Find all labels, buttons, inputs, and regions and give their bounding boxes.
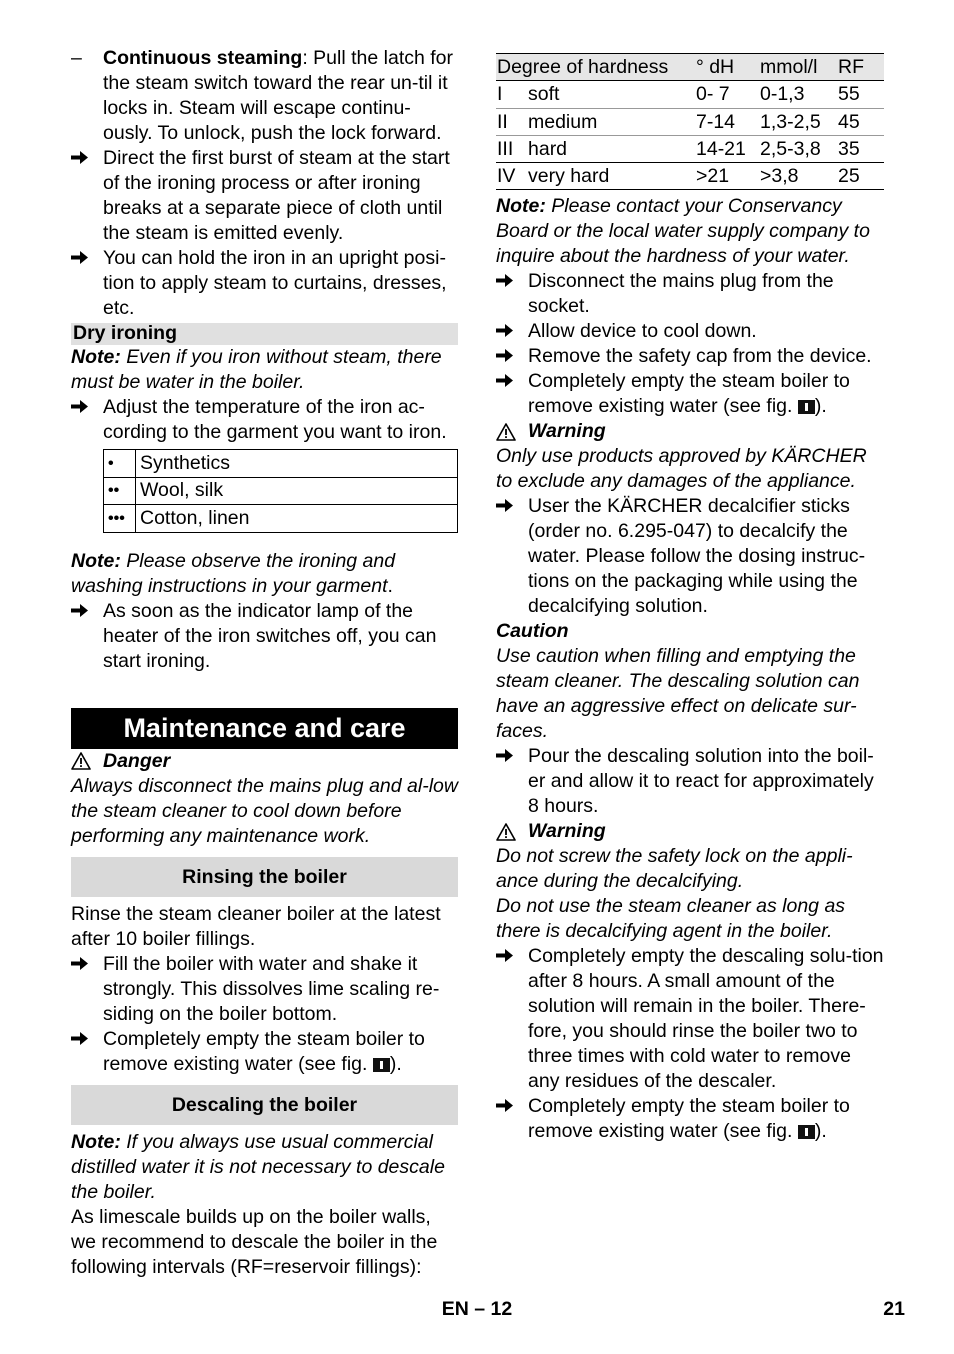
- list-item-empty-boiler: Completely empty the steam boiler to remove existing water (see fig. ).: [71, 1027, 458, 1077]
- step-text: Allow device to cool down.: [528, 320, 757, 343]
- arrow-right-icon: [71, 952, 103, 1027]
- note-hardness: Note: Please contact your Conservancy Board or the local water supply company to inquire about the hardness of your water.: [496, 195, 870, 268]
- warning-heading: Warning: [496, 419, 884, 444]
- step-text: User the KÄRCHER decalcifier sticks (order no. 6.295-047) to decalcify the water. Please follow the dosing instruc-tions on the packaging while using the decalcifying solution.: [528, 495, 866, 618]
- list-item-empty-solution: [496, 944, 884, 1094]
- arrow-right-icon: [496, 944, 528, 1094]
- arrow-right-icon: [71, 246, 103, 321]
- table-row: I soft 0- 7 0-1,3 55: [496, 81, 884, 108]
- list-item-remove-cap: [496, 344, 884, 369]
- arrow-right-icon: [496, 369, 528, 419]
- list-item-fill-boiler: [71, 952, 458, 1027]
- arrow-right-icon: [496, 494, 528, 619]
- arrow-right-icon: [496, 744, 528, 819]
- dry-ironing-heading: Dry ironing: [71, 323, 458, 345]
- warning-text: Only use products approved by KÄRCHER to exclude any damages of the appliance.: [496, 445, 867, 493]
- arrow-right-icon: [496, 269, 528, 319]
- table-row: • Synthetics: [104, 450, 458, 478]
- continuous-steaming-text: : Pull the latch for the steam switch toward the rear un-til it locks in. Steam will escape continu-ously. To unlock, push the lock forward.: [103, 47, 454, 144]
- step-text: Fill the boiler with water and shake it strongly. This dissolves lime scaling re-siding on the boiler bottom.: [103, 952, 440, 1025]
- figure-reference-icon: [373, 1058, 390, 1072]
- water-hardness-table: [496, 53, 884, 190]
- arrow-right-icon: [71, 599, 103, 674]
- step-text: Disconnect the mains plug from the socket.: [528, 270, 834, 318]
- list-item-upright: [71, 246, 458, 321]
- list-item-continuous-steaming: [71, 46, 458, 146]
- arrow-right-icon: [496, 319, 528, 344]
- step-text: Adjust the temperature of the iron ac-cording to the garment you want to iron.: [103, 396, 447, 443]
- section-title-maintenance: Maintenance and care: [71, 708, 458, 749]
- continuous-steaming-label: Continuous steaming: [103, 47, 303, 69]
- list-item-empty-boiler: Completely empty the steam boiler to remove existing water (see fig. ).: [496, 369, 884, 419]
- arrow-right-icon: [71, 1027, 103, 1077]
- list-item-adjust-temperature: [71, 395, 458, 445]
- warning-text: Do not screw the safety lock on the appli-ance during the decalcifying.: [496, 845, 853, 893]
- table-row: IV very hard >21 >3,8 25: [496, 163, 884, 190]
- descaling-boiler-heading: Descaling the boiler: [71, 1085, 458, 1125]
- caution-text: Use caution when filling and emptying the steam cleaner. The descaling solution can have an aggressive effect on delicate sur-faces.: [496, 645, 860, 743]
- left-column: [71, 46, 458, 1280]
- rinsing-intro: Rinse the steam cleaner boiler at the latest after 10 boiler fillings.: [71, 902, 441, 950]
- table-row: •• Wool, silk: [104, 477, 458, 505]
- table-header-row: Degree of hardness ° dH mmol/l RF: [496, 54, 884, 81]
- warning-text: Do not use the steam cleaner as long as there is decalcifying agent in the boiler.: [496, 895, 846, 943]
- arrow-right-icon: [496, 344, 528, 369]
- list-item-cool-down: [496, 319, 884, 344]
- list-item-indicator-lamp: [71, 599, 458, 674]
- dash-bullet: –: [71, 47, 82, 69]
- danger-heading: Danger: [71, 749, 458, 774]
- figure-reference-icon: [798, 1125, 815, 1139]
- list-item-empty-boiler: Completely empty the steam boiler to remove existing water (see fig. ).: [496, 1094, 884, 1144]
- note-washing-instructions: Note: Please observe the ironing and washing instructions in your garment.: [71, 549, 396, 597]
- figure-reference-icon: [798, 400, 815, 414]
- table-row: II medium 7-14 1,3-2,5 45: [496, 108, 884, 135]
- rinsing-boiler-heading: Rinsing the boiler: [71, 857, 458, 897]
- step-text: Pour the descaling solution into the boil-er and allow it to react for approximately 8 hours.: [528, 745, 874, 818]
- warning-triangle-icon: [71, 752, 91, 770]
- step-text: Completely empty the descaling solu-tion after 8 hours. A small amount of the solution will remain in the boiler. There-fore, you should rinse the boiler two to three times with cold water to remove any residues of the descaler.: [528, 945, 884, 1093]
- arrow-right-icon: [71, 395, 103, 445]
- arrow-right-icon: [496, 1094, 528, 1144]
- page-label: EN – 12: [441, 1298, 513, 1320]
- table-row: III hard 14-21 2,5-3,8 35: [496, 135, 884, 162]
- list-item-first-burst: [71, 146, 458, 246]
- page-number: 21: [883, 1298, 905, 1320]
- warning-triangle-icon: [496, 823, 516, 841]
- note-dry-ironing: Note: Even if you iron without steam, there must be water in the boiler.: [71, 346, 442, 393]
- descaling-intro: As limescale builds up on the boiler walls, we recommend to descale the boiler in the following intervals (RF=reservoir fillings):: [71, 1205, 438, 1278]
- list-item-disconnect: [496, 269, 884, 319]
- arrow-right-icon: [71, 146, 103, 246]
- list-item-decalcifier: [496, 494, 884, 619]
- danger-text: Always disconnect the mains plug and al-low the steam cleaner to cool down before performing any maintenance work.: [71, 774, 458, 847]
- caution-heading: Caution: [496, 620, 569, 643]
- step-text: Direct the first burst of steam at the start of the ironing process or after ironing breaks at a separate piece of cloth until the steam is emitted evenly.: [103, 147, 450, 244]
- warning-heading: Warning: [496, 819, 884, 844]
- step-text: You can hold the iron in an upright posi-tion to apply steam to curtains, dresses, etc.: [103, 247, 447, 319]
- list-item-pour-solution: [496, 744, 884, 819]
- step-text: As soon as the indicator lamp of the heater of the iron switches off, you can start ironing.: [103, 599, 437, 672]
- ironing-temperature-table: [103, 449, 458, 533]
- step-text: Remove the safety cap from the device.: [528, 345, 872, 368]
- table-row: ••• Cotton, linen: [104, 505, 458, 533]
- warning-triangle-icon: [496, 423, 516, 441]
- note-distilled-water: Note: If you always use usual commercial distilled water it is not necessary to descale the boiler.: [71, 1130, 445, 1203]
- right-column: [496, 46, 884, 1144]
